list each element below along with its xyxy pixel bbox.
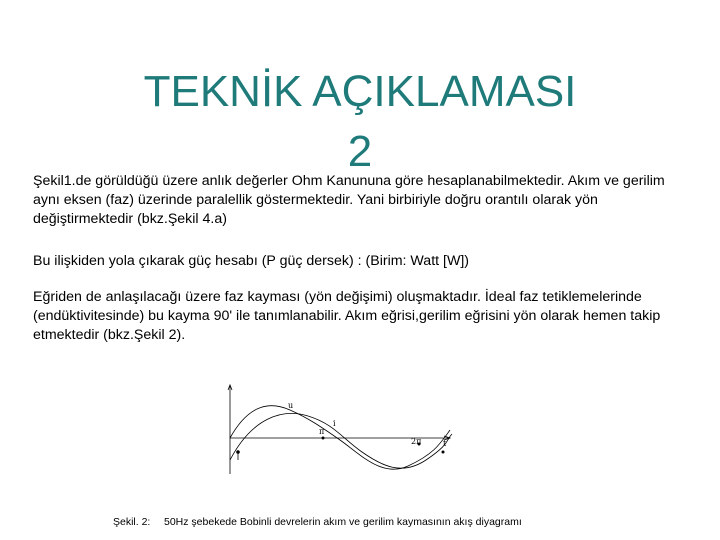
label-t: t: [443, 439, 447, 448]
figure-caption-label: Şekil. 2:: [113, 516, 151, 528]
paragraph-ohm-law: Şekil1.de görüldüğü üzere anlık değerler Ohm Kanununa göre hesaplanabilmektedir. Akım ve gerilim aynı eksen (faz) üzerinde paralellik göstermektedir. Yani birbiriyle doğru orantılı olarak yön değiştirmektedir (bkz.Şekil 4.a): [33, 173, 665, 227]
slide-title-line2: 2: [347, 126, 373, 176]
slide-title: [0, 62, 720, 182]
figure-caption-text: 50Hz şebekede Bobinli devrelerin akım ve gerilim kaymasının akış diyagramı: [164, 516, 522, 528]
label-i: i: [333, 419, 336, 428]
marker-dot-right: [442, 451, 445, 454]
label-u: u: [288, 401, 294, 410]
paragraph-phase-shift: Eğriden de anlaşılacağı üzere faz kayması (yön değişimi) oluşmaktadır. İdeal faz tetiklemelerinde (endüktivitesinde) bu kayma 90' ile tanımlanabilir. Akım eğrisi,gerilim eğrisini yön olarak hemen takip etmektedir (bkz.Şekil 2).: [33, 289, 661, 343]
label-2pi: 2π: [411, 437, 422, 446]
phase-shift-diagram: [212, 382, 462, 478]
marker-dot-pi: [322, 437, 325, 440]
label-pi: π: [319, 427, 325, 436]
paragraph-power: Bu ilişkiden yola çıkarak güç hesabı (P güç dersek) : (Birim: Watt [W]): [33, 253, 470, 269]
slide-title-line1: TEKNİK AÇIKLAMASI: [143, 67, 577, 116]
